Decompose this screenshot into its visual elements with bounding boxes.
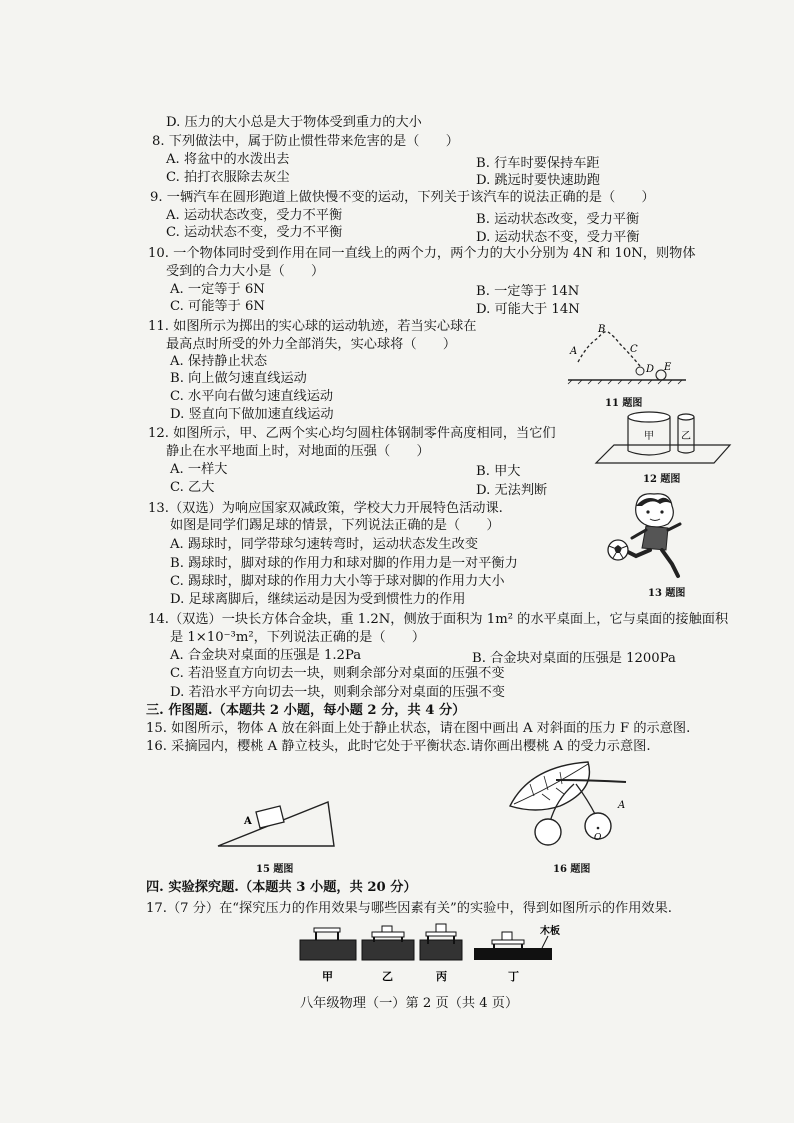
q15-label-a: A bbox=[244, 816, 252, 827]
q17-label-jia: 甲 bbox=[322, 970, 333, 983]
q8-stem: 8. 下列做法中，属于防止惯性带来危害的是（ ） bbox=[152, 134, 459, 149]
q15-stem: 15. 如图所示，物体 A 放在斜面上处于静止状态，请在图中画出 A 对斜面的压力 F 的示意图. bbox=[146, 721, 691, 736]
q17-label-yi: 乙 bbox=[382, 970, 393, 983]
q16-label-o: O bbox=[594, 833, 602, 843]
q11-point-c: C bbox=[630, 344, 638, 355]
q10-option-a: A. 一定等于 6N bbox=[170, 282, 265, 297]
q11-point-e: E bbox=[664, 362, 672, 373]
q11-stem-line2: 最高点时所受的外力全部消失，实心球将（ ） bbox=[166, 337, 457, 352]
q7-option-d: D. 压力的大小总是大于物体受到重力的大小 bbox=[166, 115, 422, 130]
q10-stem-line2: 受到的合力大小是（ ） bbox=[166, 264, 325, 279]
section4-title: 四. 实验探究题.（本题共 3 小题，共 20 分） bbox=[146, 880, 417, 895]
q12-figure-caption: 12 题图 bbox=[643, 474, 681, 485]
q17-label-ding: 丁 bbox=[508, 970, 519, 983]
q11-option-a: A. 保持静止状态 bbox=[170, 354, 268, 369]
q8-option-c: C. 拍打衣服除去灰尘 bbox=[166, 170, 290, 185]
q11-point-d: D bbox=[646, 364, 655, 375]
q17-label-bing: 丙 bbox=[436, 970, 447, 983]
q13-stem-line2: 如图是同学们踢足球的情景，下列说法正确的是（ ） bbox=[170, 518, 500, 533]
q10-option-d: D. 可能大于 14N bbox=[476, 302, 580, 317]
q14-option-a: A. 合金块对桌面的压强是 1.2Pa bbox=[170, 648, 362, 663]
q12-stem-line2: 静止在水平地面上时，对地面的压强（ ） bbox=[166, 444, 430, 459]
q17-board-label: 木板 bbox=[540, 926, 560, 937]
q11-trajectory-figure bbox=[560, 318, 700, 390]
q16-cherry-figure bbox=[500, 760, 640, 852]
q11-option-b: B. 向上做匀速直线运动 bbox=[170, 371, 307, 386]
q10-option-b: B. 一定等于 14N bbox=[476, 284, 580, 299]
q15-figure-caption: 15 题图 bbox=[256, 864, 294, 875]
q13-soccer-player-figure bbox=[606, 490, 696, 580]
q16-label-a: A bbox=[618, 800, 626, 811]
q12-option-b: B. 甲大 bbox=[476, 464, 521, 479]
q16-figure-caption: 16 题图 bbox=[553, 864, 591, 875]
q11-stem-line1: 11. 如图所示为掷出的实心球的运动轨迹，若当实心球在 bbox=[148, 319, 477, 334]
q9-option-a: A. 运动状态改变，受力不平衡 bbox=[166, 208, 343, 223]
q11-point-a: A bbox=[570, 346, 578, 357]
q14-option-d: D. 若沿水平方向切去一块，则剩余部分对桌面的压强不变 bbox=[170, 685, 505, 700]
q8-option-a: A. 将盆中的水泼出去 bbox=[166, 152, 290, 167]
q11-option-c: C. 水平向右做匀速直线运动 bbox=[170, 389, 334, 404]
q14-option-b: B. 合金块对桌面的压强是 1200Pa bbox=[472, 651, 676, 666]
q11-option-d: D. 竖直向下做加速直线运动 bbox=[170, 407, 334, 422]
q12-option-d: D. 无法判断 bbox=[476, 483, 548, 498]
q17-experiment-figure bbox=[296, 922, 566, 986]
q13-option-a: A. 踢球时，同学带球匀速转弯时，运动状态发生改变 bbox=[170, 537, 479, 552]
q13-option-b: B. 踢球时，脚对球的作用力和球对脚的作用力是一对平衡力 bbox=[170, 556, 518, 571]
page-footer: 八年级物理（一）第 2 页（共 4 页） bbox=[300, 996, 519, 1011]
q12-label-yi: 乙 bbox=[681, 431, 691, 442]
q11-figure-caption: 11 题图 bbox=[605, 398, 643, 409]
q14-option-c: C. 若沿竖直方向切去一块，则剩余部分对桌面的压强不变 bbox=[170, 666, 505, 681]
q10-stem-line1: 10. 一个物体同时受到作用在同一直线上的两个力，两个力的大小分别为 4N 和 10N，则物体 bbox=[148, 246, 696, 261]
q10-option-c: C. 可能等于 6N bbox=[170, 299, 265, 314]
q12-option-c: C. 乙大 bbox=[170, 480, 215, 495]
q13-option-c: C. 踢球时，脚对球的作用力大小等于球对脚的作用力大小 bbox=[170, 574, 505, 589]
q14-stem-line1: 14.（双选）一块长方体合金块，重 1.2N，侧放于面积为 1m² 的水平桌面上，它与桌面的接触面积 bbox=[148, 612, 729, 627]
q15-incline-figure bbox=[210, 770, 350, 850]
q17-stem: 17.（7 分）在“探究压力的作用效果与哪些因素有关”的实验中，得到如图所示的作用效果. bbox=[146, 901, 672, 916]
q11-point-b: B bbox=[598, 324, 606, 335]
q9-stem: 9. 一辆汽车在圆形跑道上做快慢不变的运动，下列关于该汽车的说法正确的是（ ） bbox=[150, 190, 655, 205]
q13-option-d: D. 足球离脚后，继续运动是因为受到惯性力的作用 bbox=[170, 592, 466, 607]
q13-figure-caption: 13 题图 bbox=[648, 588, 686, 599]
q12-cylinders-figure bbox=[590, 405, 730, 467]
q9-option-b: B. 运动状态改变，受力平衡 bbox=[476, 212, 640, 227]
q8-option-b: B. 行车时要保持车距 bbox=[476, 156, 600, 171]
q14-stem-line2: 是 1×10⁻³m²，下列说法正确的是（ ） bbox=[170, 630, 426, 645]
section3-title: 三. 作图题.（本题共 2 小题，每小题 2 分，共 4 分） bbox=[146, 703, 466, 718]
q9-option-d: D. 运动状态不变，受力平衡 bbox=[476, 230, 640, 245]
q16-stem: 16. 采摘园内，樱桃 A 静立枝头，此时它处于平衡状态.请你画出樱桃 A 的受力示意图. bbox=[146, 739, 651, 754]
q12-stem-line1: 12. 如图所示，甲、乙两个实心均匀圆柱体钢制零件高度相同，当它们 bbox=[148, 426, 556, 441]
q12-label-jia: 甲 bbox=[644, 431, 654, 442]
q13-stem-line1: 13.（双选）为响应国家双减政策，学校大力开展特色活动课. bbox=[148, 501, 503, 516]
q9-option-c: C. 运动状态不变，受力不平衡 bbox=[166, 225, 343, 240]
q8-option-d: D. 跳远时要快速助跑 bbox=[476, 173, 600, 188]
q12-option-a: A. 一样大 bbox=[170, 462, 228, 477]
